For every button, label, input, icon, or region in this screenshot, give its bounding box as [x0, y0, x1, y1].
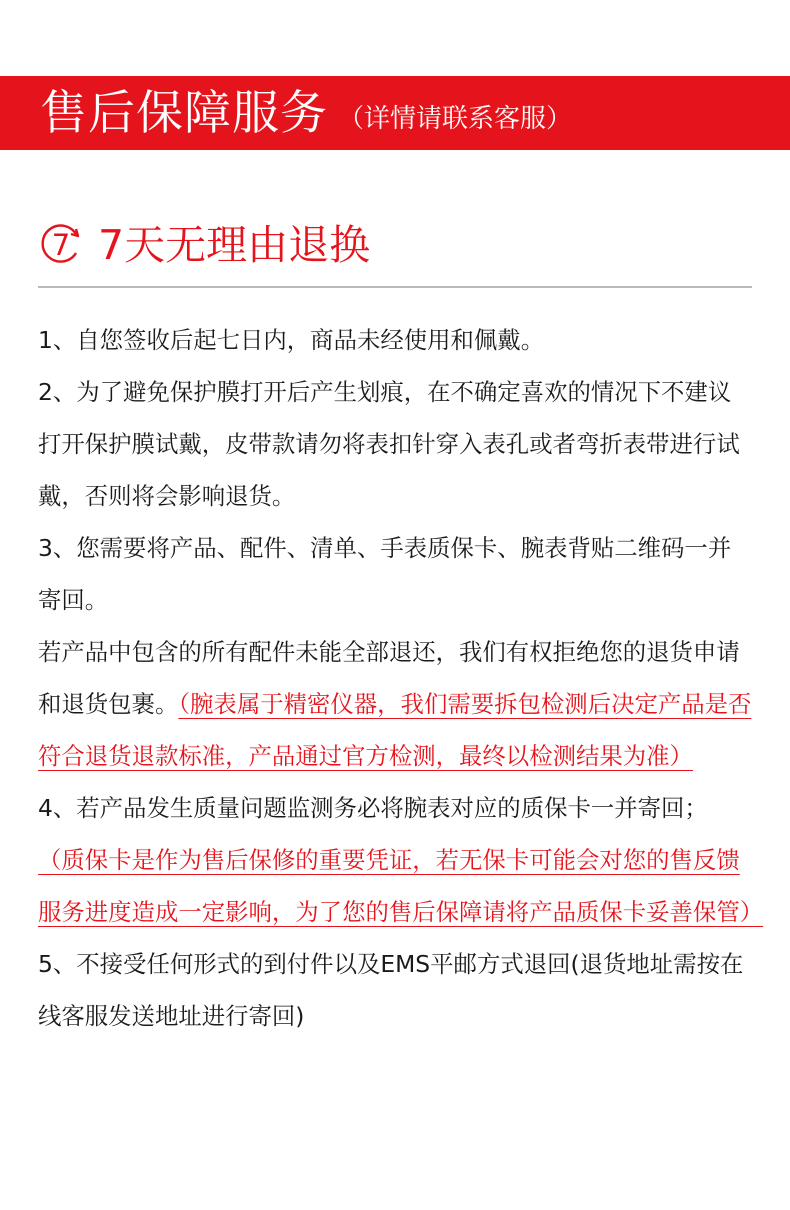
- seven-day-badge-icon: [38, 222, 84, 268]
- badge-number: 7: [51, 227, 71, 262]
- policy-item-1: 1、自您签收后起七日内，商品未经使用和佩戴。: [38, 326, 545, 354]
- policy-item-4-note-text: （质保卡是作为售后保修的重要凭证，若无保卡可能会对您的售反馈服务进度造成一定影响，为了您的售后保障请将产品质保卡妥善保管）: [38, 846, 764, 926]
- policy-item-2: 2、为了避免保护膜打开后产生划痕，在不确定喜欢的情况下不建议打开保护膜试戴，皮带款请勿将表扣针穿入表孔或者弯折表带进行试戴，否则将会影响退货。: [38, 378, 740, 510]
- policy-content: [38, 314, 764, 1042]
- banner-subtitle: （详情请联系客服）: [338, 104, 573, 134]
- header-banner: [0, 76, 790, 150]
- policy-item-4-note: [38, 834, 764, 938]
- policy-item-5: 5、不接受任何形式的到付件以及EMS平邮方式退回(退货地址需按在线客服发送地址进行寄回): [38, 950, 744, 1030]
- policy-item-3: 3、您需要将产品、配件、清单、手表质保卡、腕表背贴二维码一并寄回。: [38, 534, 732, 614]
- banner-title: 售后保障服务: [40, 85, 328, 141]
- policy-item-3-text: 若产品中包含的所有配件未能全部退还，我们有权拒绝您的退货申请和退货包裹。: [38, 638, 740, 718]
- section-heading: [38, 222, 370, 268]
- divider: [38, 286, 752, 288]
- section-title: 7天无理由退换: [98, 220, 371, 269]
- policy-item-3-detail: [38, 626, 752, 782]
- policy-item-4: 4、若产品发生质量问题监测务必将腕表对应的质保卡一并寄回；: [38, 794, 708, 822]
- policy-item-3-note: （腕表属于精密仪器，我们需要拆包检测后决定产品是否符合退货退款标准，产品通过官方检测，最终以检测结果为准）: [38, 690, 752, 770]
